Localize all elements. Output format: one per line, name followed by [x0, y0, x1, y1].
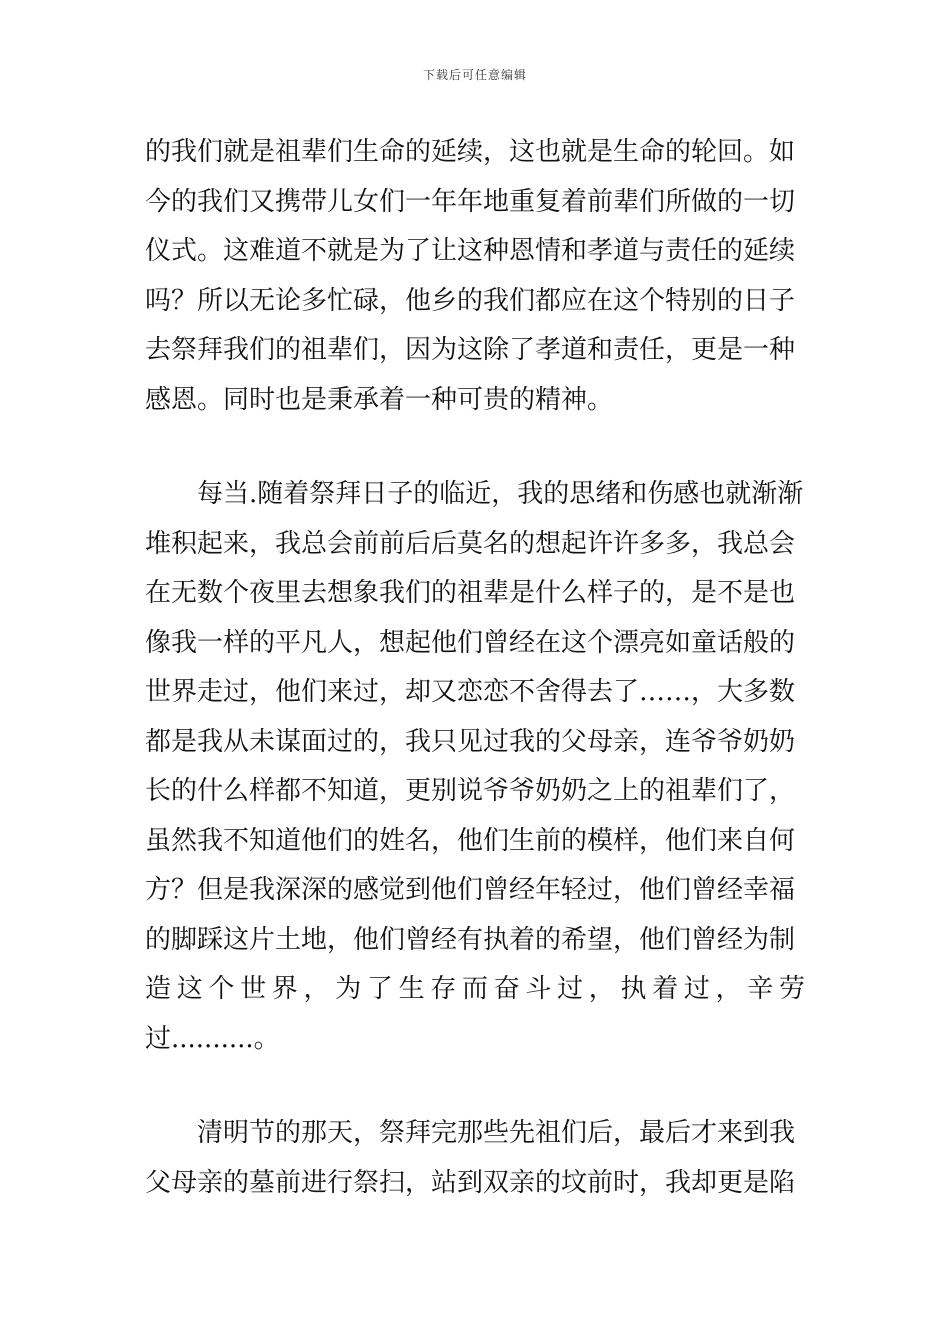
text-line: 吗？所以无论多忙碌，他乡的我们都应在这个特别的日子 — [145, 285, 796, 316]
text-line: 在无数个夜里去想象我们的祖辈是什么样子的，是不是也 — [145, 578, 796, 608]
text-line: 都是我从未谋面过的，我只见过我的父母亲，连爷爷奶奶 — [145, 726, 796, 757]
paragraph-gap — [145, 425, 805, 470]
text-line: 清明节的那天，祭拜完那些先祖们后，最后才来到我 — [197, 1118, 796, 1148]
paragraph-1 — [145, 128, 805, 425]
paragraph-2 — [145, 470, 805, 1064]
text-line: 像我一样的平凡人，想起他们曾经在这个漂亮如童话般的 — [145, 627, 796, 658]
text-line: 仪式。这难道不就是为了让这种恩情和孝道与责任的延续 — [145, 236, 796, 266]
text-line: 虽然我不知道他们的姓名，他们生前的模样，他们来自何 — [145, 825, 796, 856]
text-line: 堆积起来，我总会前前后后莫名的想起许许多多，我总会 — [145, 528, 796, 559]
text-line: 的我们就是祖辈们生命的延续，这也就是生命的轮回。如 — [145, 137, 796, 167]
text-line: 过..........。 — [145, 1023, 280, 1054]
text-line: 今的我们又携带儿女们一年年地重复着前辈们所做的一切 — [145, 186, 796, 217]
text-line: 世界走过，他们来过，却又恋恋不舍得去了……，大多数 — [145, 677, 796, 707]
text-line: 父母亲的墓前进行祭扫，站到双亲的坟前时，我却更是陷 — [145, 1167, 796, 1198]
page-header: 下载后可任意编辑 — [422, 68, 527, 82]
text-line: 去祭拜我们的祖辈们，因为这除了孝道和责任，更是一种 — [145, 335, 796, 365]
text-line: 造这个世界，为了生存而奋斗过，执着过，辛劳 — [145, 974, 805, 1004]
text-line: 方？但是我深深的感觉到他们曾经年轻过，他们曾经幸福 — [145, 875, 796, 905]
document-body — [145, 128, 805, 1208]
text-line: 长的什么样都不知道，更别说爷爷奶奶之上的祖辈们了， — [145, 776, 796, 806]
paragraph-3 — [145, 1109, 805, 1208]
paragraph-gap — [145, 1064, 805, 1109]
text-line: 感恩。同时也是秉承着一种可贵的精神。 — [145, 384, 614, 415]
text-line: 的脚踩这片土地，他们曾经有执着的希望，他们曾经为制 — [145, 924, 796, 955]
text-line: 每当.随着祭拜日子的临近，我的思绪和伤感也就渐渐 — [197, 479, 804, 509]
